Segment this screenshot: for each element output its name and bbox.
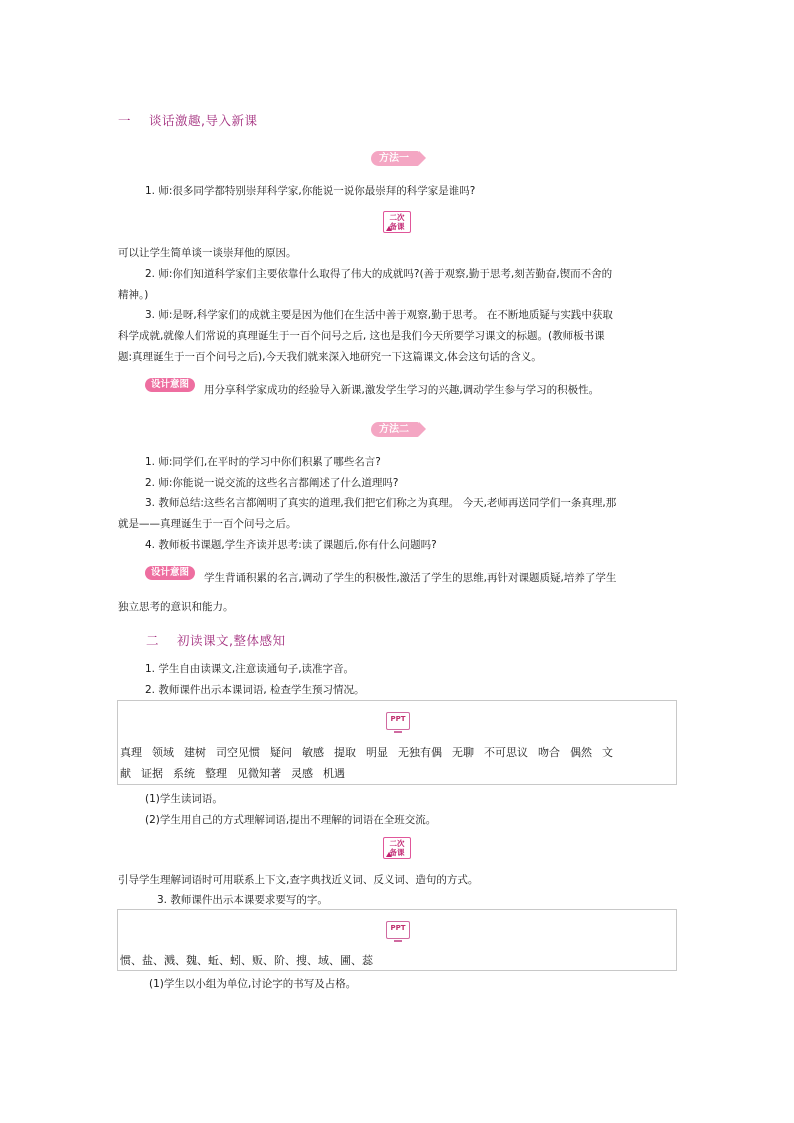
vocabulary-word: 证据 (141, 767, 163, 780)
method-2-question-4: 4. 教师板书课题,学生齐读并思考:读了课题后,你有什么问题吗? (145, 539, 437, 551)
section-2-step-2: 2. 教师课件出示本课词语, 检查学生预习情况。 (145, 684, 365, 696)
vocabulary-word: 建树 (184, 746, 206, 759)
section-title: 谈话激趣,导入新课 (149, 113, 258, 128)
method-2-question-3-line1: 3. 教师总结:这些名言都阐明了真实的道理,我们把它们称之为真理。 今天,老师再送同学们一条真理,那 (145, 497, 617, 509)
method-1-question-1: 1. 师:很多同学都特别崇拜科学家,你能说一说你最崇拜的科学家是谁吗? (145, 185, 476, 197)
vocabulary-word: 机遇 (323, 767, 345, 780)
method-1-question-3-line3: 题:真理诞生于一百个问号之后),今天我们就来深入地研究一下这篇课文,体会这句话的含义。 (118, 351, 542, 363)
section-2-sub-2: (2)学生用自己的方式理解词语,提出不理解的词语在全班交流。 (145, 814, 437, 826)
section-number: 一 (118, 113, 132, 128)
vocabulary-word: 真理 (120, 746, 142, 759)
ppt-characters-box (117, 909, 677, 971)
method-2-question-2: 2. 师:你能说一说交流的这些名言都阐述了什么道理吗? (145, 477, 399, 489)
method-1-badge: 方法一 (371, 151, 419, 166)
vocabulary-word: 吻合 (538, 746, 560, 759)
vocabulary-word: 司空见惯 (216, 746, 260, 759)
design-intent-tag-1: 设计意图 (145, 378, 195, 392)
vocabulary-word: 见微知著 (237, 767, 281, 780)
method-1-question-3-line2: 科学成就,就像人们常说的真理诞生于一百个问号之后, 这也是我们今天所要学习课文的标题。(教师板书课 (118, 330, 605, 342)
method-1-note: 可以让学生简单谈一谈崇拜他的原因。 (118, 247, 297, 259)
vocabulary-word: 敏感 (302, 746, 324, 759)
vocabulary-row-2 (120, 767, 355, 781)
ppt-icon: PPT (386, 712, 410, 730)
vocabulary-word: 灵感 (291, 767, 313, 780)
vocabulary-word: 不可思议 (484, 746, 528, 759)
design-intent-tag-2: 设计意图 (145, 566, 195, 580)
section-2-note: 引导学生理解词语时可用联系上下文,查字典找近义词、反义词、造句的方式。 (118, 874, 479, 886)
section-title: 初读课文,整体感知 (177, 633, 286, 648)
method-2-question-3-line2: 就是——真理诞生于一百个问号之后。 (118, 518, 297, 530)
second-prep-icon: 二次 备课 (383, 837, 411, 859)
method-1-question-3-line1: 3. 师:是呀,科学家们的成就主要是因为他们在生活中善于观察,勤于思考。 在不断地质疑与实践中获取 (145, 309, 613, 321)
ppt-vocabulary-box (117, 700, 677, 785)
section-2-sub-1: (1)学生读词语。 (145, 793, 223, 805)
method-1-question-2-line2: 精神。) (118, 289, 149, 301)
vocabulary-word: 无聊 (452, 746, 474, 759)
second-prep-icon: 二次 备课 (383, 211, 411, 233)
vocabulary-word: 领域 (152, 746, 174, 759)
method-2-badge: 方法二 (371, 422, 419, 437)
vocabulary-word: 提取 (334, 746, 356, 759)
vocabulary-word: 无独有偶 (398, 746, 442, 759)
section-number: 二 (146, 633, 160, 648)
design-intent-text-2-line2: 独立思考的意识和能力。 (118, 601, 234, 613)
method-2-question-1: 1. 师:同学们,在平时的学习中你们积累了哪些名言? (145, 456, 381, 468)
vocabulary-word: 整理 (205, 767, 227, 780)
vocabulary-word: 文 (602, 746, 613, 759)
vocabulary-word: 系统 (173, 767, 195, 780)
vocabulary-word: 疑问 (270, 746, 292, 759)
method-1-question-2-line1: 2. 师:你们知道科学家们主要依靠什么取得了伟大的成就吗?(善于观察,勤于思考,刻苦勤奋,锲而不舍的 (145, 268, 613, 280)
vocabulary-word: 明显 (366, 746, 388, 759)
ppt-icon: PPT (386, 921, 410, 939)
section-2-step-1: 1. 学生自由读课文,注意读通句子,读准字音。 (145, 663, 355, 675)
vocabulary-word: 偶然 (570, 746, 592, 759)
design-intent-text-1: 用分享科学家成功的经验导入新课,激发学生学习的兴趣,调动学生参与学习的积极性。 (204, 384, 600, 396)
section-2-step-3: 3. 教师课件出示本课要求要写的字。 (157, 894, 328, 906)
design-intent-text-2-line1: 学生背诵积累的名言,调动了学生的积极性,激活了学生的思维,再针对课题质疑,培养了学生 (204, 572, 617, 584)
section-heading-2 (146, 631, 286, 649)
characters-row: 惯、盐、溅、魏、蚯、蚓、贩、阶、搜、域、圃、蕊 (120, 954, 373, 967)
vocabulary-row-1 (120, 746, 623, 760)
section-2-sub-3: (1)学生以小组为单位,讨论字的书写及占格。 (149, 978, 357, 990)
section-heading-1 (118, 111, 258, 129)
vocabulary-word: 献 (120, 767, 131, 780)
